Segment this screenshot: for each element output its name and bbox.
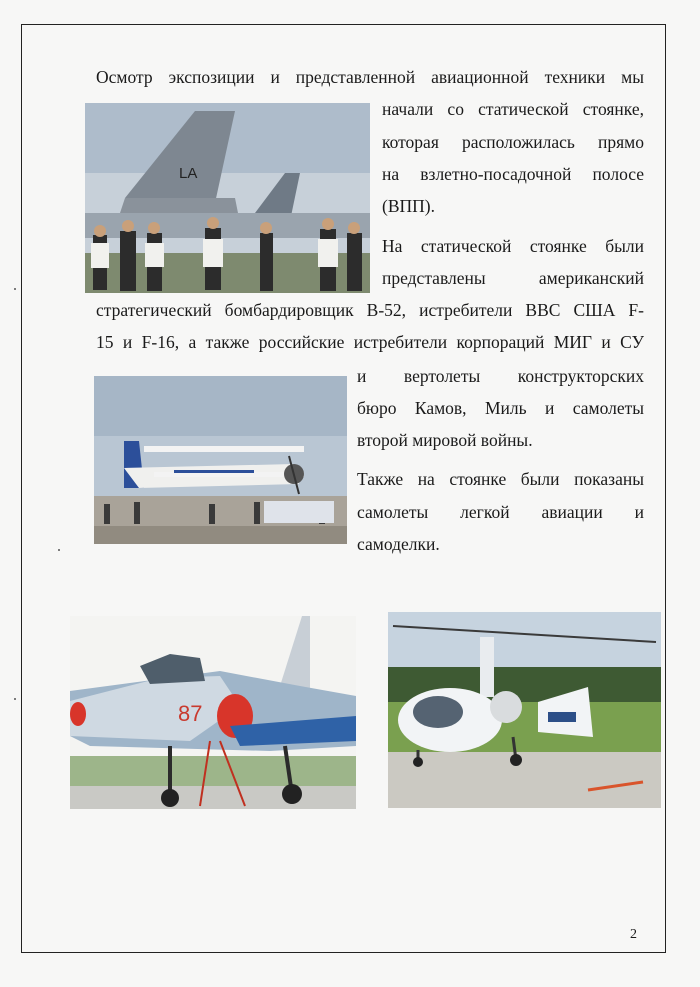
text-line: На статической стоянке были xyxy=(382,236,644,256)
text-line: бюро Камов, Миль и самолеты xyxy=(357,398,644,418)
photo-fighter-tails-crowd xyxy=(85,103,370,293)
text-line: стратегический бомбардировщик В-52, истребители ВВС США F- xyxy=(96,300,644,320)
text-line: второй мировой войны. xyxy=(357,430,533,450)
tail-code-label: LA xyxy=(179,165,198,182)
photo-biplane xyxy=(94,376,347,544)
photo-gyroplane xyxy=(388,612,661,808)
text-line: начали со статической стоянке, xyxy=(382,99,644,119)
text-line: Осмотр экспозиции и представленной авиационной техники мы xyxy=(96,67,644,87)
text-line: на взлетно-посадочной полосе xyxy=(382,164,644,184)
scan-speck xyxy=(14,288,16,290)
text-line: самолеты легкой авиации и xyxy=(357,502,644,522)
text-line: представлены американский xyxy=(382,268,644,288)
text-line: 15 и F-16, а также российские истребители корпораций МИГ и СУ xyxy=(96,332,644,352)
text-line: Также на стоянке были показаны xyxy=(357,469,644,489)
text-line: и вертолеты конструкторских xyxy=(357,366,644,386)
photo-su25-jet xyxy=(70,616,356,809)
page-number: 2 xyxy=(630,927,637,942)
scan-speck xyxy=(58,549,60,551)
side-number-label: 87 xyxy=(178,701,203,726)
text-line: самоделки. xyxy=(357,534,440,554)
text-line: которая расположилась прямо xyxy=(382,132,644,152)
text-line: (ВПП). xyxy=(382,196,435,216)
scan-speck xyxy=(14,698,16,700)
